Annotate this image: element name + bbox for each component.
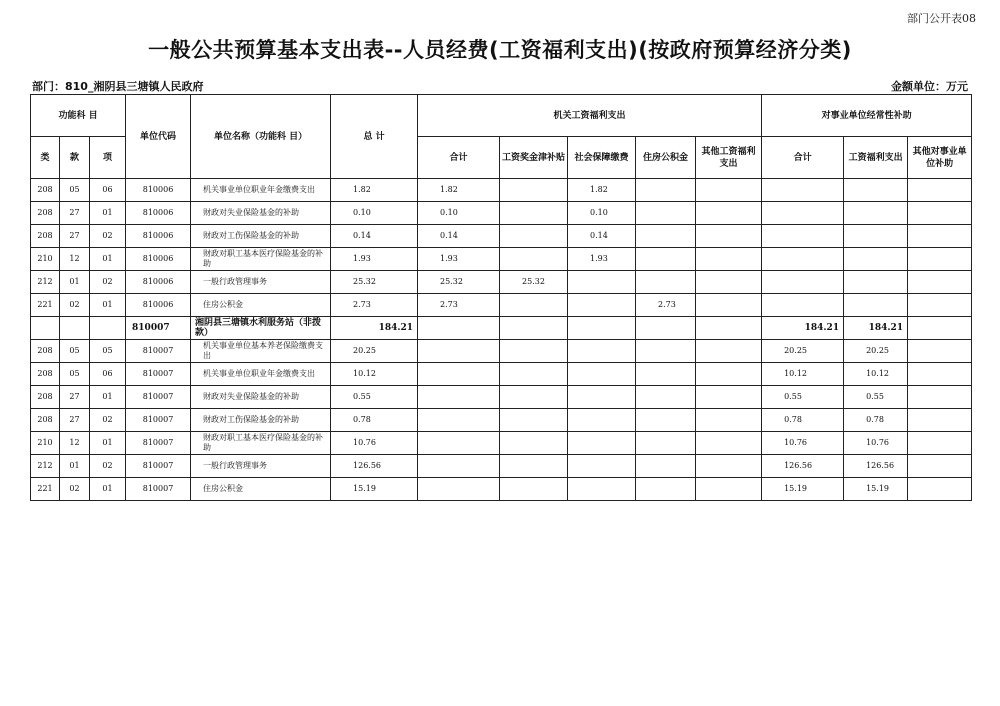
cell-lei: 212 <box>31 455 60 478</box>
institution-subsidy-header: 对事业单位经常性补助 <box>762 95 972 137</box>
cell-total: 10.12 <box>331 363 418 386</box>
cell-total: 0.14 <box>331 225 418 248</box>
cell-unit-name: 一般行政管理事务 <box>191 455 331 478</box>
cell-agency-total <box>418 340 500 363</box>
cell-total: 0.10 <box>331 202 418 225</box>
cell-subsidy-total <box>762 202 844 225</box>
kuan-header: 款 <box>60 137 90 179</box>
cell-agency-social <box>568 294 636 317</box>
cell-subsidy-wage <box>844 271 908 294</box>
cell-agency-social: 1.82 <box>568 179 636 202</box>
form-number: 部门公开表08 <box>907 12 976 25</box>
cell-agency-housing <box>636 455 696 478</box>
cell-lei: 221 <box>31 478 60 501</box>
cell-agency-total <box>418 478 500 501</box>
cell-subsidy-total: 0.78 <box>762 409 844 432</box>
cell-agency-total <box>418 409 500 432</box>
table-row <box>31 202 972 225</box>
cell-agency-other <box>696 317 762 340</box>
cell-agency-other <box>696 225 762 248</box>
cell-unit-code: 810006 <box>126 248 191 271</box>
agency-wage-header: 工资奖金津补贴 <box>500 137 568 179</box>
cell-agency-housing <box>636 248 696 271</box>
cell-agency-housing: 2.73 <box>636 294 696 317</box>
table-row <box>31 455 972 478</box>
func-subject-header: 功能科 目 <box>31 95 126 137</box>
amount-unit-label: 金额单位：万元 <box>891 80 968 93</box>
cell-subsidy-wage <box>844 248 908 271</box>
cell-agency-other <box>696 363 762 386</box>
cell-agency-other <box>696 248 762 271</box>
cell-unit-name: 机关事业单位职业年金缴费支出 <box>191 179 331 202</box>
cell-agency-housing <box>636 317 696 340</box>
cell-subsidy-total: 0.55 <box>762 386 844 409</box>
cell-total: 15.19 <box>331 478 418 501</box>
cell-xiang: 02 <box>90 225 126 248</box>
table-row <box>31 340 972 363</box>
cell-unit-code: 810006 <box>126 179 191 202</box>
cell-lei: 208 <box>31 386 60 409</box>
cell-unit-name: 湘阴县三塘镇水利服务站（非拨款） <box>191 317 331 340</box>
cell-total: 0.55 <box>331 386 418 409</box>
cell-unit-name: 机关事业单位基本养老保险缴费支出 <box>191 340 331 363</box>
cell-xiang <box>90 317 126 340</box>
cell-agency-social: 0.10 <box>568 202 636 225</box>
cell-agency-social <box>568 271 636 294</box>
budget-table <box>30 94 972 501</box>
cell-agency-social: 0.14 <box>568 225 636 248</box>
cell-subsidy-wage: 15.19 <box>844 478 908 501</box>
table-row <box>31 248 972 271</box>
cell-subsidy-wage: 0.55 <box>844 386 908 409</box>
cell-subsidy-other <box>908 317 972 340</box>
cell-subsidy-other <box>908 248 972 271</box>
cell-kuan: 02 <box>60 478 90 501</box>
cell-subsidy-total <box>762 294 844 317</box>
cell-unit-name: 财政对职工基本医疗保险基金的补助 <box>191 248 331 271</box>
agency-social-header: 社会保障缴费 <box>568 137 636 179</box>
cell-total: 20.25 <box>331 340 418 363</box>
cell-unit-name: 财政对职工基本医疗保险基金的补助 <box>191 432 331 455</box>
cell-subsidy-other <box>908 409 972 432</box>
cell-agency-total <box>418 363 500 386</box>
cell-subsidy-total <box>762 179 844 202</box>
cell-agency-housing <box>636 432 696 455</box>
cell-agency-total: 1.93 <box>418 248 500 271</box>
table-row <box>31 409 972 432</box>
cell-subsidy-other <box>908 340 972 363</box>
cell-unit-name: 住房公积金 <box>191 294 331 317</box>
cell-lei: 208 <box>31 340 60 363</box>
unit-code-header: 单位代码 <box>126 95 191 179</box>
cell-subsidy-total: 126.56 <box>762 455 844 478</box>
cell-subsidy-total <box>762 271 844 294</box>
cell-total: 2.73 <box>331 294 418 317</box>
cell-kuan: 05 <box>60 179 90 202</box>
cell-agency-total: 2.73 <box>418 294 500 317</box>
cell-total: 1.82 <box>331 179 418 202</box>
cell-xiang: 02 <box>90 455 126 478</box>
cell-subsidy-total <box>762 248 844 271</box>
cell-agency-social <box>568 363 636 386</box>
cell-agency-wage <box>500 179 568 202</box>
table-row <box>31 363 972 386</box>
cell-agency-housing <box>636 409 696 432</box>
cell-unit-name: 住房公积金 <box>191 478 331 501</box>
cell-xiang: 05 <box>90 340 126 363</box>
subsidy-other-header: 其他对事业单位补助 <box>908 137 972 179</box>
cell-agency-wage <box>500 363 568 386</box>
subsidy-wage-header: 工资福利支出 <box>844 137 908 179</box>
cell-agency-social <box>568 386 636 409</box>
cell-agency-housing <box>636 386 696 409</box>
cell-kuan: 05 <box>60 340 90 363</box>
agency-housing-header: 住房公积金 <box>636 137 696 179</box>
cell-subsidy-other <box>908 478 972 501</box>
cell-xiang: 01 <box>90 478 126 501</box>
cell-agency-other <box>696 271 762 294</box>
cell-unit-name: 一般行政管理事务 <box>191 271 331 294</box>
cell-agency-housing <box>636 202 696 225</box>
cell-agency-housing <box>636 340 696 363</box>
cell-agency-housing <box>636 478 696 501</box>
cell-agency-total <box>418 317 500 340</box>
cell-unit-code: 810006 <box>126 202 191 225</box>
cell-subsidy-wage: 0.78 <box>844 409 908 432</box>
cell-agency-housing <box>636 179 696 202</box>
cell-xiang: 01 <box>90 294 126 317</box>
cell-agency-other <box>696 432 762 455</box>
cell-lei: 212 <box>31 271 60 294</box>
cell-unit-code: 810007 <box>126 409 191 432</box>
cell-agency-social <box>568 317 636 340</box>
cell-kuan: 27 <box>60 202 90 225</box>
cell-unit-name: 财政对工伤保险基金的补助 <box>191 225 331 248</box>
agency-welfare-header: 机关工资福利支出 <box>418 95 762 137</box>
cell-total: 0.78 <box>331 409 418 432</box>
cell-total: 126.56 <box>331 455 418 478</box>
cell-subsidy-wage: 10.12 <box>844 363 908 386</box>
cell-unit-code: 810007 <box>126 340 191 363</box>
cell-subsidy-wage: 20.25 <box>844 340 908 363</box>
cell-agency-social <box>568 478 636 501</box>
cell-unit-name: 财政对工伤保险基金的补助 <box>191 409 331 432</box>
cell-agency-wage <box>500 478 568 501</box>
cell-subsidy-wage <box>844 294 908 317</box>
cell-agency-wage <box>500 248 568 271</box>
cell-kuan: 27 <box>60 409 90 432</box>
cell-kuan: 12 <box>60 432 90 455</box>
cell-agency-wage <box>500 340 568 363</box>
cell-xiang: 06 <box>90 179 126 202</box>
cell-lei: 210 <box>31 248 60 271</box>
cell-xiang: 02 <box>90 409 126 432</box>
cell-agency-social <box>568 340 636 363</box>
cell-agency-housing <box>636 225 696 248</box>
cell-unit-code: 810007 <box>126 478 191 501</box>
cell-lei: 208 <box>31 363 60 386</box>
cell-agency-housing <box>636 271 696 294</box>
cell-unit-code: 810007 <box>126 317 191 340</box>
table-body <box>31 179 972 501</box>
cell-subsidy-wage <box>844 179 908 202</box>
header-row-1 <box>31 95 972 137</box>
cell-agency-total: 0.14 <box>418 225 500 248</box>
cell-subsidy-wage <box>844 225 908 248</box>
cell-kuan: 05 <box>60 363 90 386</box>
cell-unit-code: 810006 <box>126 271 191 294</box>
cell-subsidy-wage <box>844 202 908 225</box>
cell-kuan: 01 <box>60 271 90 294</box>
cell-agency-wage <box>500 432 568 455</box>
table-row <box>31 432 972 455</box>
cell-unit-name: 财政对失业保险基金的补助 <box>191 202 331 225</box>
table-row <box>31 478 972 501</box>
cell-subsidy-total: 10.12 <box>762 363 844 386</box>
cell-total: 10.76 <box>331 432 418 455</box>
cell-agency-total: 0.10 <box>418 202 500 225</box>
cell-agency-total <box>418 455 500 478</box>
unit-name-header: 单位名称（功能科 目） <box>191 95 331 179</box>
cell-subsidy-total: 20.25 <box>762 340 844 363</box>
cell-subsidy-wage: 126.56 <box>844 455 908 478</box>
table-row <box>31 386 972 409</box>
department-label: 部门：810_湘阴县三塘镇人民政府 <box>32 80 204 93</box>
unit-summary-row <box>31 317 972 340</box>
cell-agency-total <box>418 432 500 455</box>
cell-kuan: 02 <box>60 294 90 317</box>
cell-agency-social <box>568 455 636 478</box>
cell-agency-other <box>696 409 762 432</box>
cell-lei <box>31 317 60 340</box>
cell-lei: 210 <box>31 432 60 455</box>
cell-subsidy-other <box>908 455 972 478</box>
cell-subsidy-total: 10.76 <box>762 432 844 455</box>
cell-subsidy-wage: 10.76 <box>844 432 908 455</box>
cell-kuan <box>60 317 90 340</box>
cell-subsidy-total: 184.21 <box>762 317 844 340</box>
cell-agency-other <box>696 386 762 409</box>
cell-unit-code: 810006 <box>126 294 191 317</box>
cell-total: 25.32 <box>331 271 418 294</box>
cell-agency-other <box>696 455 762 478</box>
cell-unit-code: 810007 <box>126 432 191 455</box>
cell-subsidy-other <box>908 202 972 225</box>
cell-agency-total: 1.82 <box>418 179 500 202</box>
cell-agency-total <box>418 386 500 409</box>
cell-agency-wage <box>500 455 568 478</box>
table-row <box>31 179 972 202</box>
cell-lei: 208 <box>31 409 60 432</box>
cell-agency-other <box>696 294 762 317</box>
cell-subsidy-other <box>908 432 972 455</box>
cell-subsidy-other <box>908 386 972 409</box>
cell-total: 184.21 <box>331 317 418 340</box>
cell-lei: 208 <box>31 179 60 202</box>
cell-subsidy-other <box>908 225 972 248</box>
cell-agency-social <box>568 432 636 455</box>
cell-xiang: 01 <box>90 386 126 409</box>
cell-agency-wage <box>500 386 568 409</box>
cell-unit-name: 财政对失业保险基金的补助 <box>191 386 331 409</box>
cell-subsidy-other <box>908 179 972 202</box>
cell-xiang: 06 <box>90 363 126 386</box>
cell-subsidy-other <box>908 271 972 294</box>
cell-total: 1.93 <box>331 248 418 271</box>
cell-agency-other <box>696 202 762 225</box>
table-row <box>31 225 972 248</box>
cell-unit-name: 机关事业单位职业年金缴费支出 <box>191 363 331 386</box>
cell-agency-wage: 25.32 <box>500 271 568 294</box>
table-row <box>31 294 972 317</box>
cell-unit-code: 810006 <box>126 225 191 248</box>
cell-xiang: 01 <box>90 432 126 455</box>
cell-agency-other <box>696 340 762 363</box>
cell-agency-wage <box>500 294 568 317</box>
table-row <box>31 271 972 294</box>
page-title: 一般公共预算基本支出表--人员经费(工资福利支出)(按政府预算经济分类) <box>148 38 852 62</box>
cell-unit-code: 810007 <box>126 455 191 478</box>
cell-kuan: 01 <box>60 455 90 478</box>
cell-agency-total: 25.32 <box>418 271 500 294</box>
cell-lei: 221 <box>31 294 60 317</box>
cell-subsidy-other <box>908 294 972 317</box>
cell-xiang: 01 <box>90 202 126 225</box>
cell-subsidy-total <box>762 225 844 248</box>
cell-lei: 208 <box>31 202 60 225</box>
cell-xiang: 02 <box>90 271 126 294</box>
cell-unit-code: 810007 <box>126 363 191 386</box>
cell-agency-wage <box>500 202 568 225</box>
cell-agency-social <box>568 409 636 432</box>
cell-kuan: 27 <box>60 386 90 409</box>
lei-header: 类 <box>31 137 60 179</box>
subsidy-total-header: 合计 <box>762 137 844 179</box>
cell-agency-other <box>696 179 762 202</box>
cell-agency-wage <box>500 317 568 340</box>
cell-subsidy-other <box>908 363 972 386</box>
agency-other-header: 其他工资福利支出 <box>696 137 762 179</box>
xiang-header: 项 <box>90 137 126 179</box>
cell-agency-other <box>696 478 762 501</box>
cell-kuan: 12 <box>60 248 90 271</box>
cell-agency-wage <box>500 225 568 248</box>
cell-xiang: 01 <box>90 248 126 271</box>
cell-subsidy-wage: 184.21 <box>844 317 908 340</box>
cell-subsidy-total: 15.19 <box>762 478 844 501</box>
cell-lei: 208 <box>31 225 60 248</box>
cell-agency-wage <box>500 409 568 432</box>
total-header: 总 计 <box>331 95 418 179</box>
cell-unit-code: 810007 <box>126 386 191 409</box>
cell-agency-social: 1.93 <box>568 248 636 271</box>
cell-agency-housing <box>636 363 696 386</box>
agency-total-header: 合计 <box>418 137 500 179</box>
cell-kuan: 27 <box>60 225 90 248</box>
